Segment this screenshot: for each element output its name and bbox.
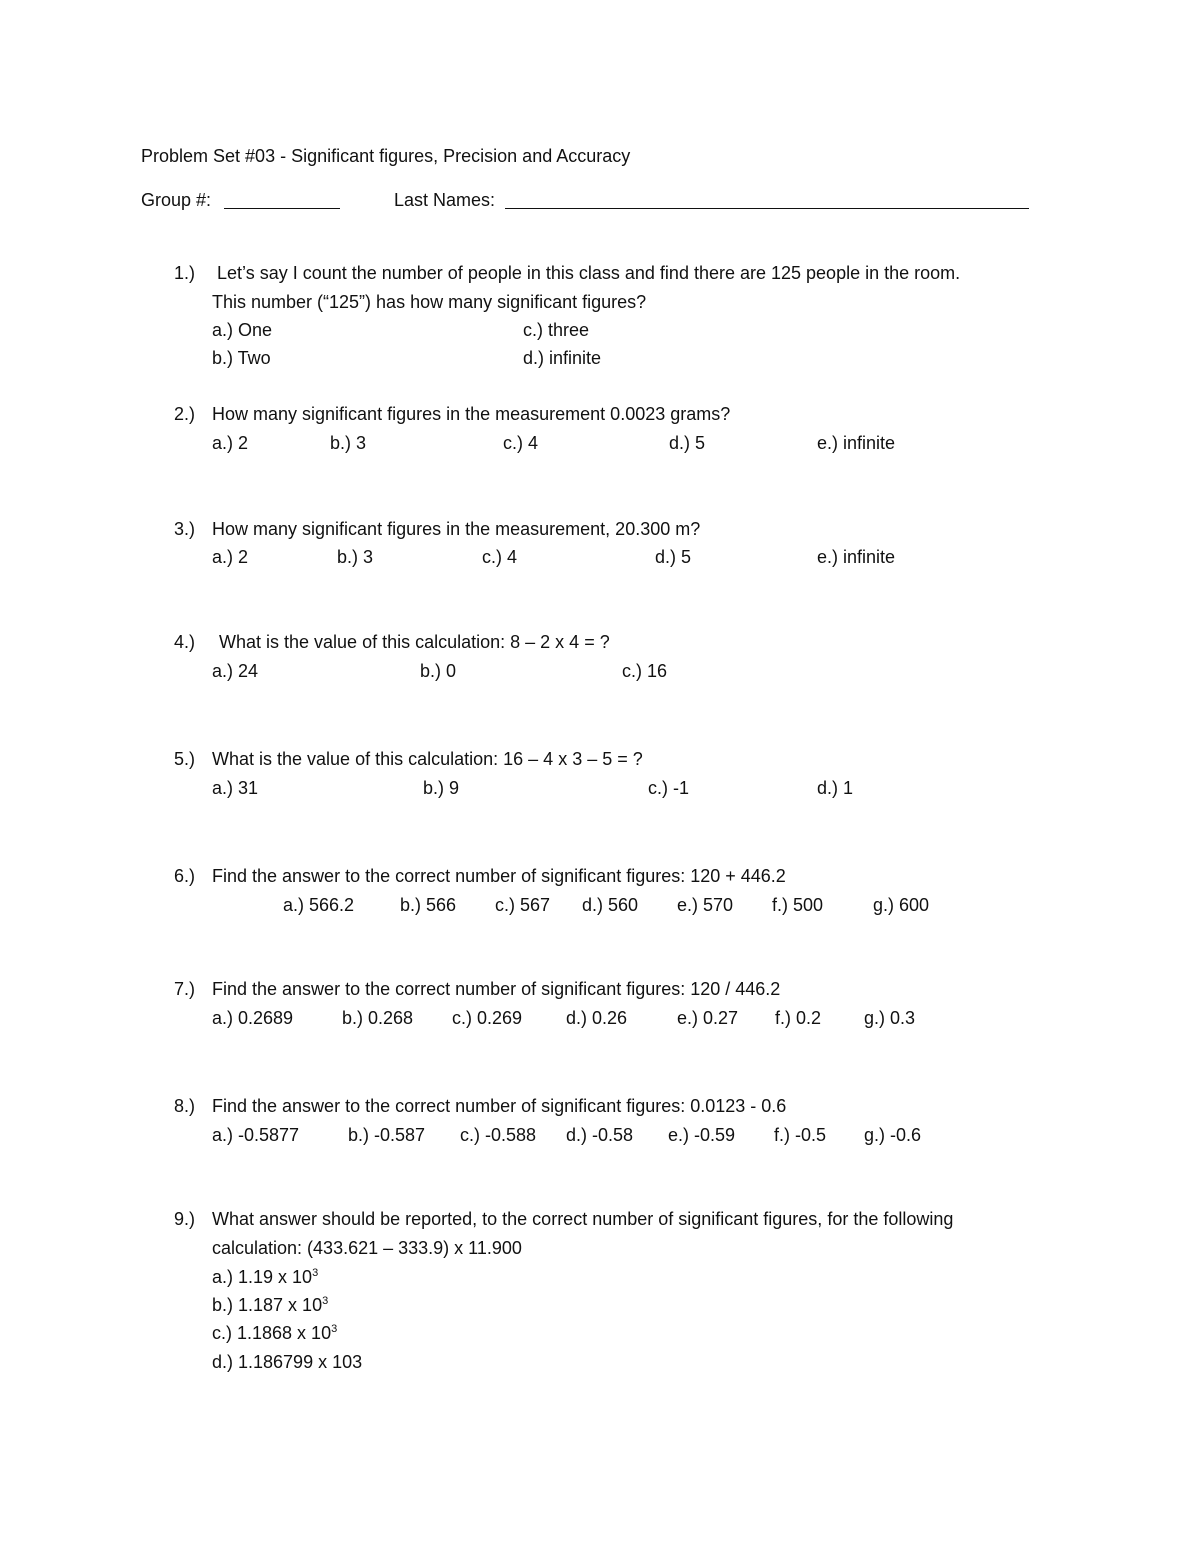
question-4-option-a: a.) 24 xyxy=(212,661,259,681)
question-2-option-a: a.) 2 xyxy=(212,433,249,453)
question-9-option-b-exponent: 3 xyxy=(322,1295,329,1307)
group-number-label: Group #: xyxy=(141,190,212,210)
question-8-option-f: f.) -0.5 xyxy=(774,1125,827,1145)
question-5-text: What is the value of this calculation: 16 – 4 x 3 – 5 = ? xyxy=(212,749,643,769)
question-9-number: 9.) xyxy=(174,1209,196,1229)
question-8-number: 8.) xyxy=(174,1096,196,1116)
question-1-option-a: a.) One xyxy=(212,320,273,340)
question-3-option-a: a.) 2 xyxy=(212,547,249,567)
question-7-option-g: g.) 0.3 xyxy=(864,1008,916,1028)
question-3-text: How many significant figures in the measurement, 20.300 m? xyxy=(212,519,701,539)
question-2-option-b: b.) 3 xyxy=(330,433,367,453)
question-1-number: 1.) xyxy=(174,263,196,283)
last-names-blank xyxy=(505,208,1029,209)
question-6-option-e: e.) 570 xyxy=(677,895,734,915)
question-9-text: What answer should be reported, to the correct number of significant figures, for the following xyxy=(212,1209,954,1229)
question-6-option-g: g.) 600 xyxy=(873,895,930,915)
question-9-option-a-exponent: 3 xyxy=(312,1267,319,1279)
question-6-option-b: b.) 566 xyxy=(400,895,457,915)
question-2-number: 2.) xyxy=(174,404,196,424)
question-3-option-d: d.) 5 xyxy=(655,547,692,567)
question-4-text: What is the value of this calculation: 8 – 2 x 4 = ? xyxy=(219,632,610,652)
question-9-option-b xyxy=(212,1294,328,1316)
question-8-option-g: g.) -0.6 xyxy=(864,1125,922,1145)
question-4-number: 4.) xyxy=(174,632,196,652)
question-5-option-a: a.) 31 xyxy=(212,778,259,798)
question-9-option-d: d.) 1.186799 x 103 xyxy=(212,1352,363,1372)
question-7-option-d: d.) 0.26 xyxy=(566,1008,628,1028)
question-7-option-f: f.) 0.2 xyxy=(775,1008,822,1028)
question-4-option-b: b.) 0 xyxy=(420,661,457,681)
question-9-option-a-text: a.) 1.19 x 10 xyxy=(212,1267,313,1287)
question-7-option-a: a.) 0.2689 xyxy=(212,1008,294,1028)
question-8-option-d: d.) -0.58 xyxy=(566,1125,634,1145)
question-3-option-e: e.) infinite xyxy=(817,547,896,567)
question-2-option-c: c.) 4 xyxy=(503,433,539,453)
last-names-label: Last Names: xyxy=(394,190,496,210)
question-1-option-c: c.) three xyxy=(523,320,590,340)
question-6-text: Find the answer to the correct number of significant figures: 120 + 446.2 xyxy=(212,866,786,886)
question-1-text-cont: This number (“125”) has how many significant figures? xyxy=(212,292,647,312)
question-7-number: 7.) xyxy=(174,979,196,999)
question-5-number: 5.) xyxy=(174,749,196,769)
group-number-blank xyxy=(224,208,340,209)
question-3-option-c: c.) 4 xyxy=(482,547,518,567)
question-3-number: 3.) xyxy=(174,519,196,539)
question-7-option-c: c.) 0.269 xyxy=(452,1008,523,1028)
question-7-option-e: e.) 0.27 xyxy=(677,1008,739,1028)
question-1-option-b: b.) Two xyxy=(212,348,271,368)
page-title: Problem Set #03 - Significant figures, Precision and Accuracy xyxy=(141,146,631,166)
question-6-option-a: a.) 566.2 xyxy=(283,895,355,915)
question-5-option-b: b.) 9 xyxy=(423,778,460,798)
question-3-option-b: b.) 3 xyxy=(337,547,374,567)
question-2-option-d: d.) 5 xyxy=(669,433,706,453)
question-6-option-d: d.) 560 xyxy=(582,895,639,915)
question-9-text-cont: calculation: (433.621 – 333.9) x 11.900 xyxy=(212,1238,522,1258)
question-1-text: Let’s say I count the number of people in this class and find there are 125 people in the room. xyxy=(217,263,961,283)
question-8-option-a: a.) -0.5877 xyxy=(212,1125,300,1145)
question-8-option-e: e.) -0.59 xyxy=(668,1125,736,1145)
question-7-text: Find the answer to the correct number of significant figures: 120 / 446.2 xyxy=(212,979,781,999)
question-9-option-b-text: b.) 1.187 x 10 xyxy=(212,1295,323,1315)
question-9-option-c-exponent: 3 xyxy=(331,1323,338,1335)
question-5-option-c: c.) -1 xyxy=(648,778,690,798)
question-9-option-a xyxy=(212,1266,318,1288)
question-1-option-d: d.) infinite xyxy=(523,348,602,368)
question-8-option-c: c.) -0.588 xyxy=(460,1125,537,1145)
question-5-option-d: d.) 1 xyxy=(817,778,854,798)
question-2-text: How many significant figures in the measurement 0.0023 grams? xyxy=(212,404,731,424)
question-9-option-c xyxy=(212,1322,337,1344)
question-2-option-e: e.) infinite xyxy=(817,433,896,453)
question-6-option-c: c.) 567 xyxy=(495,895,551,915)
question-6-number: 6.) xyxy=(174,866,196,886)
question-8-option-b: b.) -0.587 xyxy=(348,1125,426,1145)
question-9-option-c-text: c.) 1.1868 x 10 xyxy=(212,1323,332,1343)
question-6-option-f: f.) 500 xyxy=(772,895,824,915)
question-7-option-b: b.) 0.268 xyxy=(342,1008,414,1028)
question-8-text: Find the answer to the correct number of significant figures: 0.0123 - 0.6 xyxy=(212,1096,787,1116)
question-4-option-c: c.) 16 xyxy=(622,661,668,681)
